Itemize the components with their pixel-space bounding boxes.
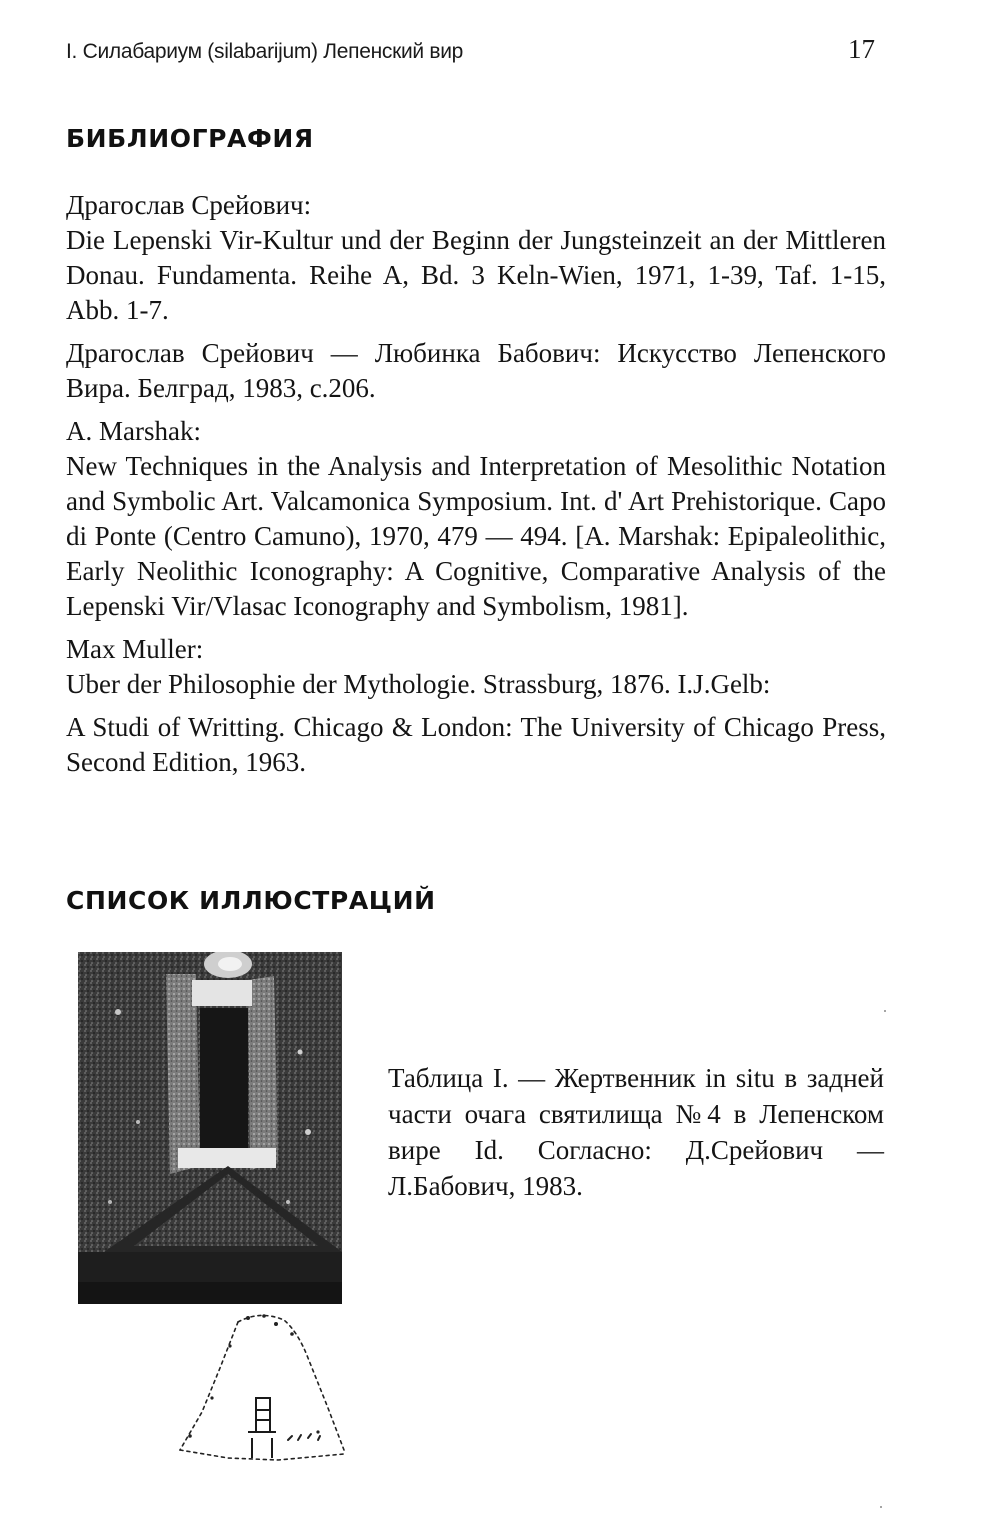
- bibliography-heading: БИБЛИОГРАФИЯ: [66, 124, 314, 153]
- page-number: 17: [848, 34, 875, 64]
- entry-work: Die Lepenski Vir-Kultur und der Beginn der Jungsteinzeit an der Mittleren Donau. Fundamenta. Reihe A, Bd. 3 Keln-Wien, 1971, 1-39, Taf. 1-15, Abb. 1-7.: [66, 225, 886, 325]
- entry-author: A. Marshak:: [66, 416, 201, 446]
- bibliography-entry: [66, 632, 886, 702]
- hearth-sketch: [168, 1308, 350, 1466]
- entry-work: Uber der Philosophie der Mythologie. Strassburg, 1876. I.J.Gelb:: [66, 669, 771, 699]
- entry-author: Драгослав Срейович:: [66, 190, 312, 220]
- entry-author: Max Muller:: [66, 634, 204, 664]
- entry-work: A Studi of Writting. Chicago & London: The University of Chicago Press, Second Edition, 1963.: [66, 712, 886, 777]
- bibliography-entry: [66, 336, 886, 406]
- bibliography-entry: [66, 710, 886, 780]
- figure-caption: Таблица I. — Жертвенник in situ в задней части очага святилища №4 в Лепенском вире Id. Согласно: Д.Срейович — Л.Бабович, 1983.: [388, 1063, 884, 1201]
- running-head: I. Силабариум (silabarijum) Лепенский вир: [66, 40, 464, 63]
- entry-work: New Techniques in the Analysis and Interpretation of Mesolithic Notation and Symbolic Art. Valcamonica Symposium. Int. d' Art Prehistorique. Capo di Ponte (Centro Camuno), 1970, 479 — 494. [A. Marshak: Epipaleolithic, Early Neolithic Iconography: A Cognitive, Comparative Analysis of the Lepenski Vir/Vlasac Iconography and Symbolism, 1981].: [66, 451, 886, 621]
- print-speck: [884, 1010, 886, 1012]
- print-speck: [880, 1506, 882, 1508]
- altar-photo: [78, 952, 342, 1304]
- altar-photo-image: [78, 952, 342, 1304]
- hearth-sketch-drawing: [168, 1308, 350, 1466]
- entry-work: Драгослав Срейович — Любинка Бабович: Искусство Лепенского Вира. Белград, 1983, с.206.: [66, 338, 886, 403]
- illustrations-heading: СПИСОК ИЛЛЮСТРАЦИЙ: [66, 886, 436, 915]
- bibliography-entry: [66, 414, 886, 624]
- bibliography-list: [66, 188, 886, 788]
- bibliography-entry: [66, 188, 886, 328]
